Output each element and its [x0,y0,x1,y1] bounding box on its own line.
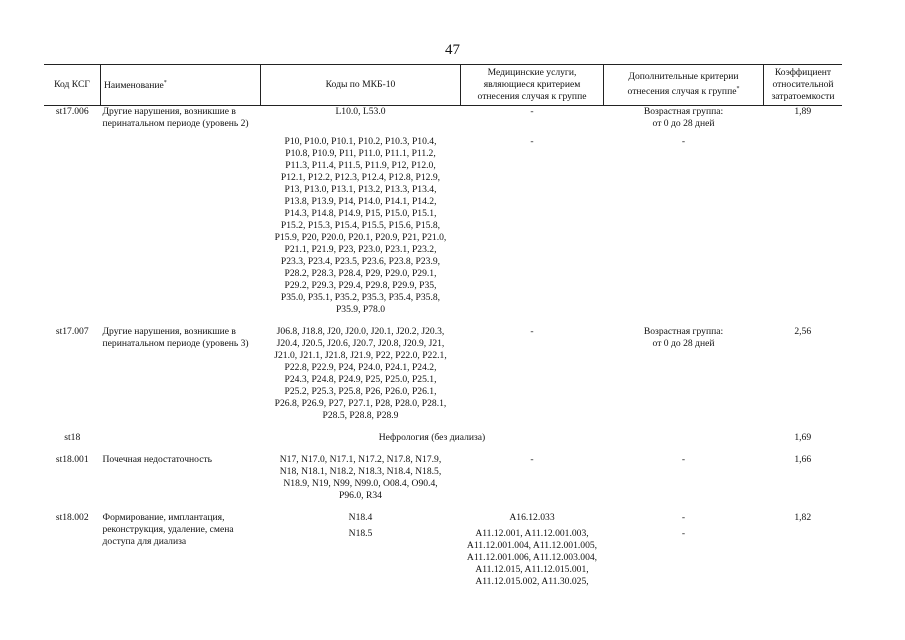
text-line: J21.0, J21.1, J21.8, J21.9, P22, P22.0, P22.1, [274,350,447,361]
text-line: P13, P13.0, P13.1, P13.2, P13.3, P13.4, [284,184,437,195]
row-additional [604,326,764,422]
text-line: P13.8, P13.9, P14, P14.0, P14.1, P14.2, [284,196,437,207]
section-title: Нефрология (без диализа) [378,432,486,443]
text-line: P10, P10.0, P10.1, P10.2, P10.3, P10.4, [284,136,437,147]
text-line: P11.3, P11.4, P11.5, P11.9, P12, P12.0, [285,160,436,171]
text-line: P28.5, P28.8, P28.9 [322,410,399,421]
row-medical: A16.12.033 A11.12.001, A11.12.001.003, A11.12.001.004, A11.12.001.005, A11.12.001.006, A11.12.003.004, A11.12.015, A11.12.015.001, A11.12.015.002, A11.30.025, [461,512,604,588]
row-additional: - [681,454,686,465]
row-name: Другие нарушения, возникшие в перинатальном периоде (уровень 2) [102,106,249,129]
row-coef: 1,66 [794,454,812,465]
row-code: st17.006 [55,106,89,117]
text-line: P96.0, R34 [339,490,382,501]
row-code: st18.001 [55,454,89,465]
text-line: P24.3, P24.8, P24.9, P25, P25.0, P25.1, [284,374,437,385]
table-row [44,432,842,444]
row-coef: 1,89 [794,106,812,117]
text-line: P10.8, P10.9, P11, P11.0, P11.1, P11.2, [285,148,436,159]
text-line: P15.9, P20, P20.0, P20.1, P20.9, P21, P21.0, [274,232,447,243]
row-medical: - [530,454,534,465]
row-code: st18.002 [55,512,89,523]
header-name: Наименование* [101,65,261,106]
row-code: st18 [64,432,81,443]
row-name: Формирование, имплантация, реконструкция, удаление, смена доступа для диализа [102,512,234,547]
text-line: Возрастная группа: [643,326,724,337]
table-row [44,106,842,317]
table-header-row [44,65,842,106]
text-line: P12.1, P12.2, P12.3, P12.4, P12.8, P12.9, [280,172,441,183]
text-line: P15.2, P15.3, P15.4, P15.5, P15.6, P15.8, [280,220,441,231]
row-medical: - [530,326,534,337]
text-line: P22.8, P22.9, P24, P24.0, P24.1, P24.2, [284,362,437,373]
table-row [44,454,842,502]
header-coef: Коэффициент относительной затратоемкости [764,65,843,106]
row-coef: 1,82 [794,512,812,523]
row-mkb [261,326,461,422]
row-additional: Возрастная группа: от 0 до 28 дней - [604,106,764,317]
text-line: N17, N17.0, N17.1, N17.2, N17.8, N17.9, [279,454,442,465]
row-name: Почечная недостаточность [102,454,213,465]
text-line: от 0 до 28 дней [652,118,715,129]
text-line: A11.12.001.006, A11.12.003.004, [466,552,598,563]
text-line: P21.1, P21.9, P23, P23.0, P23.1, P23.2, [284,244,437,255]
text-line: A11.12.015, A11.12.015.001, [475,564,589,575]
text-line: P29.2, P29.3, P29.4, P29.8, P29.9, P35, [284,280,437,291]
text-line: P23.3, P23.4, P23.5, P23.6, P23.8, P23.9, [280,256,441,267]
header-code: Код КСГ [44,65,101,106]
text-line: J06.8, J18.8, J20, J20.0, J20.1, J20.2, J20.3, [276,326,445,337]
ksg-table [44,64,842,588]
header-additional: Дополнительные критерии отнесения случая к группе* [604,65,764,106]
row-mkb: L10.0, L53.0 P10, P10.0, P10.1, P10.2, P10.3, P10.4, P10.8, P10.9, P11, P11.0, P11.1, P11.2, P11.3, P11.4, P11.5, P11.9, P12, P12.0, P12.1, P12.2, P12.3, P12.4, P12.8, P12.9, P13, P13.0, P13.1, P13.2, P13.3, P13.4, P13.8, P13.9, P14, P14.0, P14.1, P14.2, P14.3, P14.8, P14.9, P15, P15.0, P15.1, P15.2, P15.3, P15.4, P15.5, P15.6, P15.8, P15.9, P20, P20.0, P20.1, P20.9, P21, P21.0, P21.1, P21.9, P23, P23.0, P23.1, P23.2, P23.3, P23.4, P23.5, P23.6, P23.8, P23.9, P28.2, P28.3, P28.4, P29, P29.0, P29.1, P29.2, P29.3, P29.4, P29.8, P29.9, P35, P35.0, P35.1, P35.2, P35.3, P35.4, P35.8, P35.9, P78.0 [261,106,461,317]
text-line: P28.2, P28.3, P28.4, P29, P29.0, P29.1, [284,268,437,279]
text-line: P35.0, P35.1, P35.2, P35.3, P35.4, P35.8, [280,292,441,303]
page-number: 47 [445,42,460,58]
text-line: J20.4, J20.5, J20.6, J20.7, J20.8, J20.9, J21, [276,338,445,349]
header-mkb: Коды по МКБ-10 [261,65,461,106]
text-line: N18.9, N19, N99, N99.0, O08.4, O90.4, [283,478,438,489]
text-line: P26.8, P26.9, P27, P27.1, P28, P28.0, P28.1, [274,398,447,409]
row-mkb: N18.4 N18.5 [348,512,373,539]
text-line: A11.12.001.004, A11.12.001.005, [466,540,598,551]
table-row [44,326,842,422]
text-line: Возрастная группа: [643,106,724,117]
row-additional: - - [681,512,686,539]
table-row [44,512,842,588]
row-name: Другие нарушения, возникшие в перинатальном периоде (уровень 3) [102,326,249,349]
text-line: P25.2, P25.3, P25.8, P26, P26.0, P26.1, [284,386,437,397]
row-medical: - - [530,106,534,147]
row-coef: 1,69 [794,432,812,443]
row-mkb [261,454,461,502]
row-code: st17.007 [55,326,89,337]
text-line: A11.12.015.002, A11.30.025, [475,576,589,587]
text-line: N18, N18.1, N18.2, N18.3, N18.4, N18.5, [279,466,442,477]
text-line: P14.3, P14.8, P14.9, P15, P15.0, P15.1, [284,208,437,219]
row-coef: 2,56 [794,326,812,337]
header-medical: Медицинские услуги, являющиеся критерием отнесения случая к группе [461,65,604,106]
text-line: P35.9, P78.0 [335,304,386,315]
text-line: от 0 до 28 дней [652,338,715,349]
text-line: A11.12.001, A11.12.001.003, [475,528,589,539]
